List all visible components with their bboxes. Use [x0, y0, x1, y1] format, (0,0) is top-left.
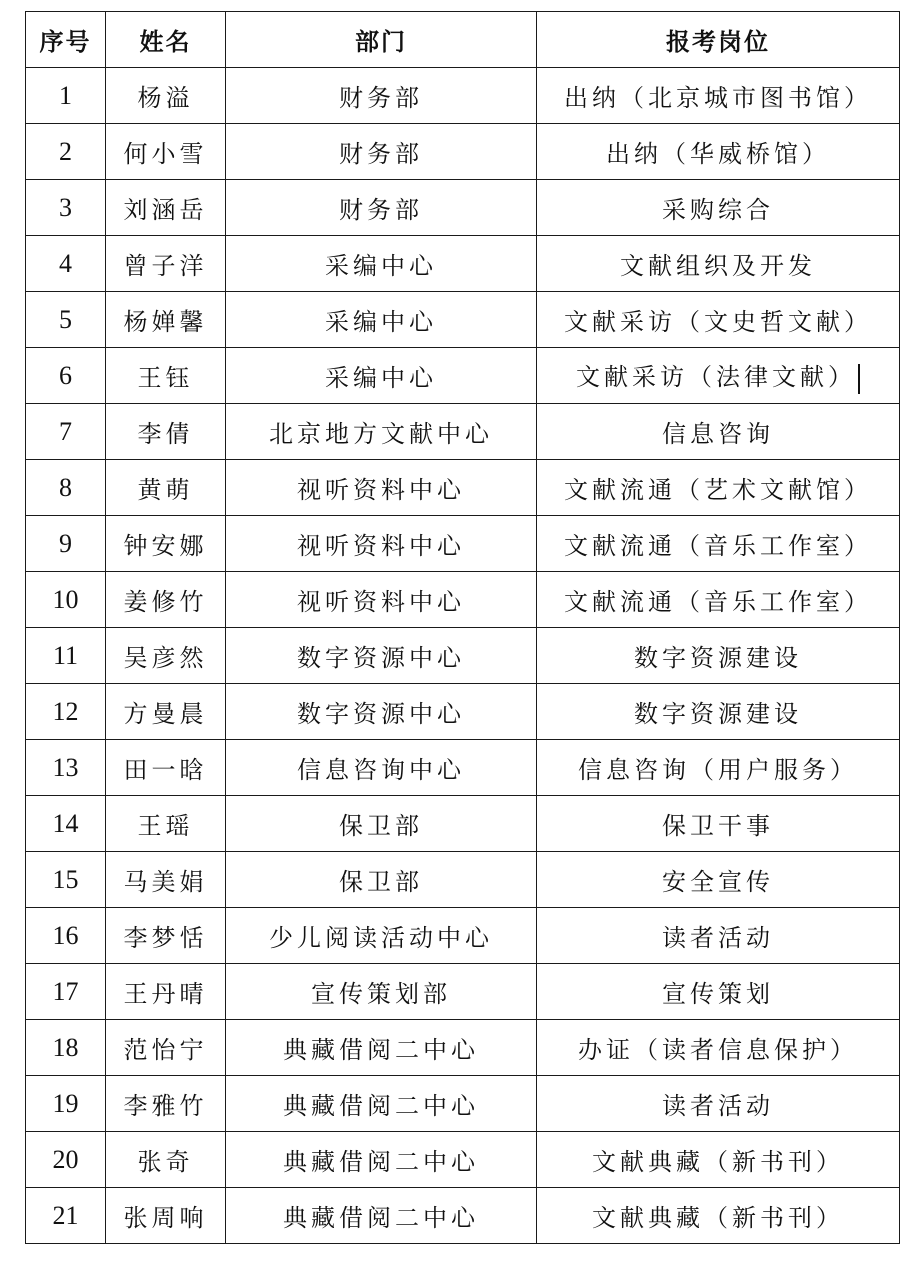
cell-department	[226, 964, 537, 1020]
table-row	[26, 908, 900, 964]
cell-department-text: 视听资料中心	[297, 532, 465, 560]
table-header-row	[26, 12, 900, 68]
cell-department-text: 财务部	[339, 140, 423, 168]
cell-position-text: 读者活动	[662, 1092, 774, 1120]
candidate-table-container	[25, 11, 899, 1244]
cell-department-text: 少儿阅读活动中心	[269, 924, 493, 952]
cell-department-text: 财务部	[339, 196, 423, 224]
cell-position-text: 安全宣传	[662, 868, 774, 896]
table-row	[26, 1076, 900, 1132]
cell-index-text: 8	[59, 472, 72, 502]
cell-index	[26, 740, 106, 796]
cell-index-text: 11	[52, 640, 79, 670]
cell-index-text: 13	[52, 752, 79, 782]
cell-department	[226, 68, 537, 124]
cell-department-text: 保卫部	[339, 868, 423, 896]
cell-department	[226, 348, 537, 404]
cell-department-text: 宣传策划部	[311, 980, 451, 1008]
cell-name	[106, 404, 226, 460]
cell-department	[226, 796, 537, 852]
cell-position-text: 保卫干事	[662, 812, 774, 840]
table-row	[26, 236, 900, 292]
cell-department	[226, 404, 537, 460]
cell-position-text: 信息咨询	[662, 420, 774, 448]
cell-name-text: 范怡宁	[123, 1036, 208, 1064]
cell-department	[226, 852, 537, 908]
cell-position-text: 出纳（华威桥馆）	[606, 140, 830, 168]
header-department: 部门	[226, 12, 537, 68]
cell-index	[26, 684, 106, 740]
cell-position	[537, 460, 900, 516]
table-row	[26, 1132, 900, 1188]
cell-index-text: 3	[59, 192, 72, 222]
cell-name	[106, 68, 226, 124]
cell-name	[106, 180, 226, 236]
cell-name-text: 何小雪	[123, 140, 208, 168]
cell-index	[26, 1132, 106, 1188]
cell-position-text: 文献流通（艺术文献馆）	[564, 476, 872, 504]
cell-name-text: 曾子洋	[123, 252, 208, 280]
candidate-table	[25, 11, 900, 1244]
cell-name	[106, 628, 226, 684]
cell-name-text: 李雅竹	[123, 1092, 208, 1120]
cell-department	[226, 572, 537, 628]
cell-position-text: 文献流通（音乐工作室）	[564, 588, 872, 616]
cell-index-text: 4	[59, 248, 72, 278]
cell-department-text: 采编中心	[325, 252, 437, 280]
cell-name	[106, 236, 226, 292]
cell-name	[106, 1076, 226, 1132]
cell-name	[106, 348, 226, 404]
cell-position-text: 文献典藏（新书刊）	[592, 1148, 844, 1176]
cell-position-text: 采购综合	[662, 196, 774, 224]
cell-department-text: 典藏借阅二中心	[283, 1204, 479, 1232]
cell-position-text: 数字资源建设	[634, 644, 802, 672]
cell-department-text: 典藏借阅二中心	[283, 1036, 479, 1064]
table-row	[26, 740, 900, 796]
cell-department-text: 采编中心	[325, 364, 437, 392]
cell-index-text: 18	[52, 1032, 79, 1062]
cell-position	[537, 68, 900, 124]
cell-department	[226, 460, 537, 516]
cell-position	[537, 1132, 900, 1188]
table-row	[26, 684, 900, 740]
cell-index-text: 7	[59, 416, 72, 446]
cell-index	[26, 236, 106, 292]
cell-name	[106, 292, 226, 348]
cell-index	[26, 68, 106, 124]
cell-position	[537, 572, 900, 628]
cell-index-text: 14	[52, 808, 79, 838]
cell-name-text: 王瑶	[137, 812, 194, 840]
cell-index-text: 2	[59, 136, 72, 166]
table-row	[26, 796, 900, 852]
cell-position	[537, 516, 900, 572]
cell-name-text: 王丹晴	[123, 980, 208, 1008]
cell-position-text: 宣传策划	[662, 980, 774, 1008]
cell-index	[26, 628, 106, 684]
text-cursor	[858, 364, 860, 394]
cell-index-text: 20	[52, 1144, 79, 1174]
cell-department	[226, 740, 537, 796]
cell-department-text: 视听资料中心	[297, 476, 465, 504]
cell-position-text: 文献典藏（新书刊）	[592, 1204, 844, 1232]
header-index: 序号	[26, 12, 106, 68]
cell-position	[537, 180, 900, 236]
cell-name	[106, 1188, 226, 1244]
cell-name-text: 黄萌	[137, 476, 194, 504]
cell-name-text: 姜修竹	[123, 588, 208, 616]
table-row	[26, 180, 900, 236]
header-name: 姓名	[106, 12, 226, 68]
cell-name-text: 方曼晨	[123, 700, 208, 728]
cell-position-text: 出纳（北京城市图书馆）	[564, 84, 872, 112]
cell-position-text: 文献组织及开发	[620, 252, 816, 280]
cell-name-text: 杨溢	[137, 84, 194, 112]
table-row	[26, 68, 900, 124]
cell-index	[26, 180, 106, 236]
cell-department	[226, 292, 537, 348]
cell-department-text: 北京地方文献中心	[269, 420, 493, 448]
cell-name-text: 钟安娜	[123, 532, 208, 560]
cell-index-text: 16	[52, 920, 79, 950]
cell-department	[226, 684, 537, 740]
cell-department-text: 典藏借阅二中心	[283, 1092, 479, 1120]
table-row	[26, 964, 900, 1020]
cell-department	[226, 1188, 537, 1244]
table-row	[26, 292, 900, 348]
cell-department-text: 数字资源中心	[297, 644, 465, 672]
table-row	[26, 460, 900, 516]
cell-index	[26, 124, 106, 180]
cell-index-text: 19	[52, 1088, 79, 1118]
cell-index-text: 5	[59, 304, 72, 334]
cell-department	[226, 1076, 537, 1132]
cell-name	[106, 796, 226, 852]
cell-name-text: 李倩	[137, 420, 194, 448]
cell-index	[26, 292, 106, 348]
table-row	[26, 404, 900, 460]
cell-position-text: 数字资源建设	[634, 700, 802, 728]
cell-position	[537, 1020, 900, 1076]
cell-department	[226, 1020, 537, 1076]
table-row	[26, 852, 900, 908]
cell-index	[26, 572, 106, 628]
table-row	[26, 516, 900, 572]
table-row	[26, 628, 900, 684]
cell-department	[226, 1132, 537, 1188]
cell-name	[106, 852, 226, 908]
cell-name	[106, 124, 226, 180]
cell-index-text: 15	[52, 864, 79, 894]
table-row	[26, 1188, 900, 1244]
cell-department-text: 典藏借阅二中心	[283, 1148, 479, 1176]
cell-index-text: 21	[52, 1200, 79, 1230]
cell-index-text: 9	[59, 528, 72, 558]
cell-name-text: 刘涵岳	[123, 196, 208, 224]
cell-position-text: 信息咨询（用户服务）	[578, 756, 858, 784]
cell-position	[537, 404, 900, 460]
cell-department	[226, 180, 537, 236]
header-position: 报考岗位	[537, 12, 900, 68]
cell-name-text: 张周响	[123, 1204, 208, 1232]
cell-position	[537, 124, 900, 180]
cell-position	[537, 796, 900, 852]
cell-position-text: 文献流通（音乐工作室）	[564, 532, 872, 560]
cell-index	[26, 1020, 106, 1076]
cell-department	[226, 516, 537, 572]
cell-index	[26, 516, 106, 572]
cell-name	[106, 460, 226, 516]
cell-position	[537, 1188, 900, 1244]
cell-department	[226, 908, 537, 964]
cell-position	[537, 628, 900, 684]
cell-index	[26, 1076, 106, 1132]
cell-name-text: 吴彦然	[123, 644, 208, 672]
cell-name	[106, 1020, 226, 1076]
table-row	[26, 572, 900, 628]
cell-position	[537, 852, 900, 908]
cell-index	[26, 964, 106, 1020]
cell-position	[537, 292, 900, 348]
cell-position	[537, 236, 900, 292]
cell-index	[26, 460, 106, 516]
cell-index-text: 6	[59, 360, 72, 390]
cell-name-text: 李梦恬	[123, 924, 208, 952]
cell-position	[537, 964, 900, 1020]
cell-index	[26, 1188, 106, 1244]
cell-index	[26, 796, 106, 852]
cell-department-text: 采编中心	[325, 308, 437, 336]
cell-position-text: 文献采访（文史哲文献）	[564, 308, 872, 336]
cell-position	[537, 348, 900, 404]
cell-name-text: 马美娟	[123, 868, 208, 896]
cell-position-text: 办证（读者信息保护）	[578, 1036, 858, 1064]
cell-department-text: 视听资料中心	[297, 588, 465, 616]
cell-name	[106, 740, 226, 796]
cell-name-text: 杨婵馨	[123, 308, 208, 336]
cell-name	[106, 572, 226, 628]
cell-name-text: 王钰	[137, 364, 194, 392]
cell-position-text: 文献采访（法律文献）	[576, 363, 856, 392]
cell-index-text: 17	[52, 976, 79, 1006]
cell-name	[106, 908, 226, 964]
cell-name	[106, 1132, 226, 1188]
table-row	[26, 348, 900, 404]
table-row	[26, 1020, 900, 1076]
cell-department	[226, 124, 537, 180]
cell-name	[106, 684, 226, 740]
cell-department-text: 财务部	[339, 84, 423, 112]
cell-index-text: 1	[59, 80, 72, 110]
cell-index-text: 10	[52, 584, 79, 614]
cell-name	[106, 516, 226, 572]
table-row	[26, 124, 900, 180]
cell-department-text: 信息咨询中心	[297, 756, 465, 784]
cell-position-text: 读者活动	[662, 924, 774, 952]
cell-name-text: 张奇	[137, 1148, 194, 1176]
cell-name-text: 田一晗	[123, 756, 208, 784]
cell-department	[226, 628, 537, 684]
cell-index	[26, 404, 106, 460]
cell-department	[226, 236, 537, 292]
cell-position	[537, 1076, 900, 1132]
cell-position	[537, 740, 900, 796]
cell-name	[106, 964, 226, 1020]
cell-index	[26, 908, 106, 964]
cell-department-text: 保卫部	[339, 812, 423, 840]
cell-position	[537, 684, 900, 740]
cell-index	[26, 852, 106, 908]
cell-department-text: 数字资源中心	[297, 700, 465, 728]
cell-index-text: 12	[52, 696, 79, 726]
cell-index	[26, 348, 106, 404]
cell-position	[537, 908, 900, 964]
